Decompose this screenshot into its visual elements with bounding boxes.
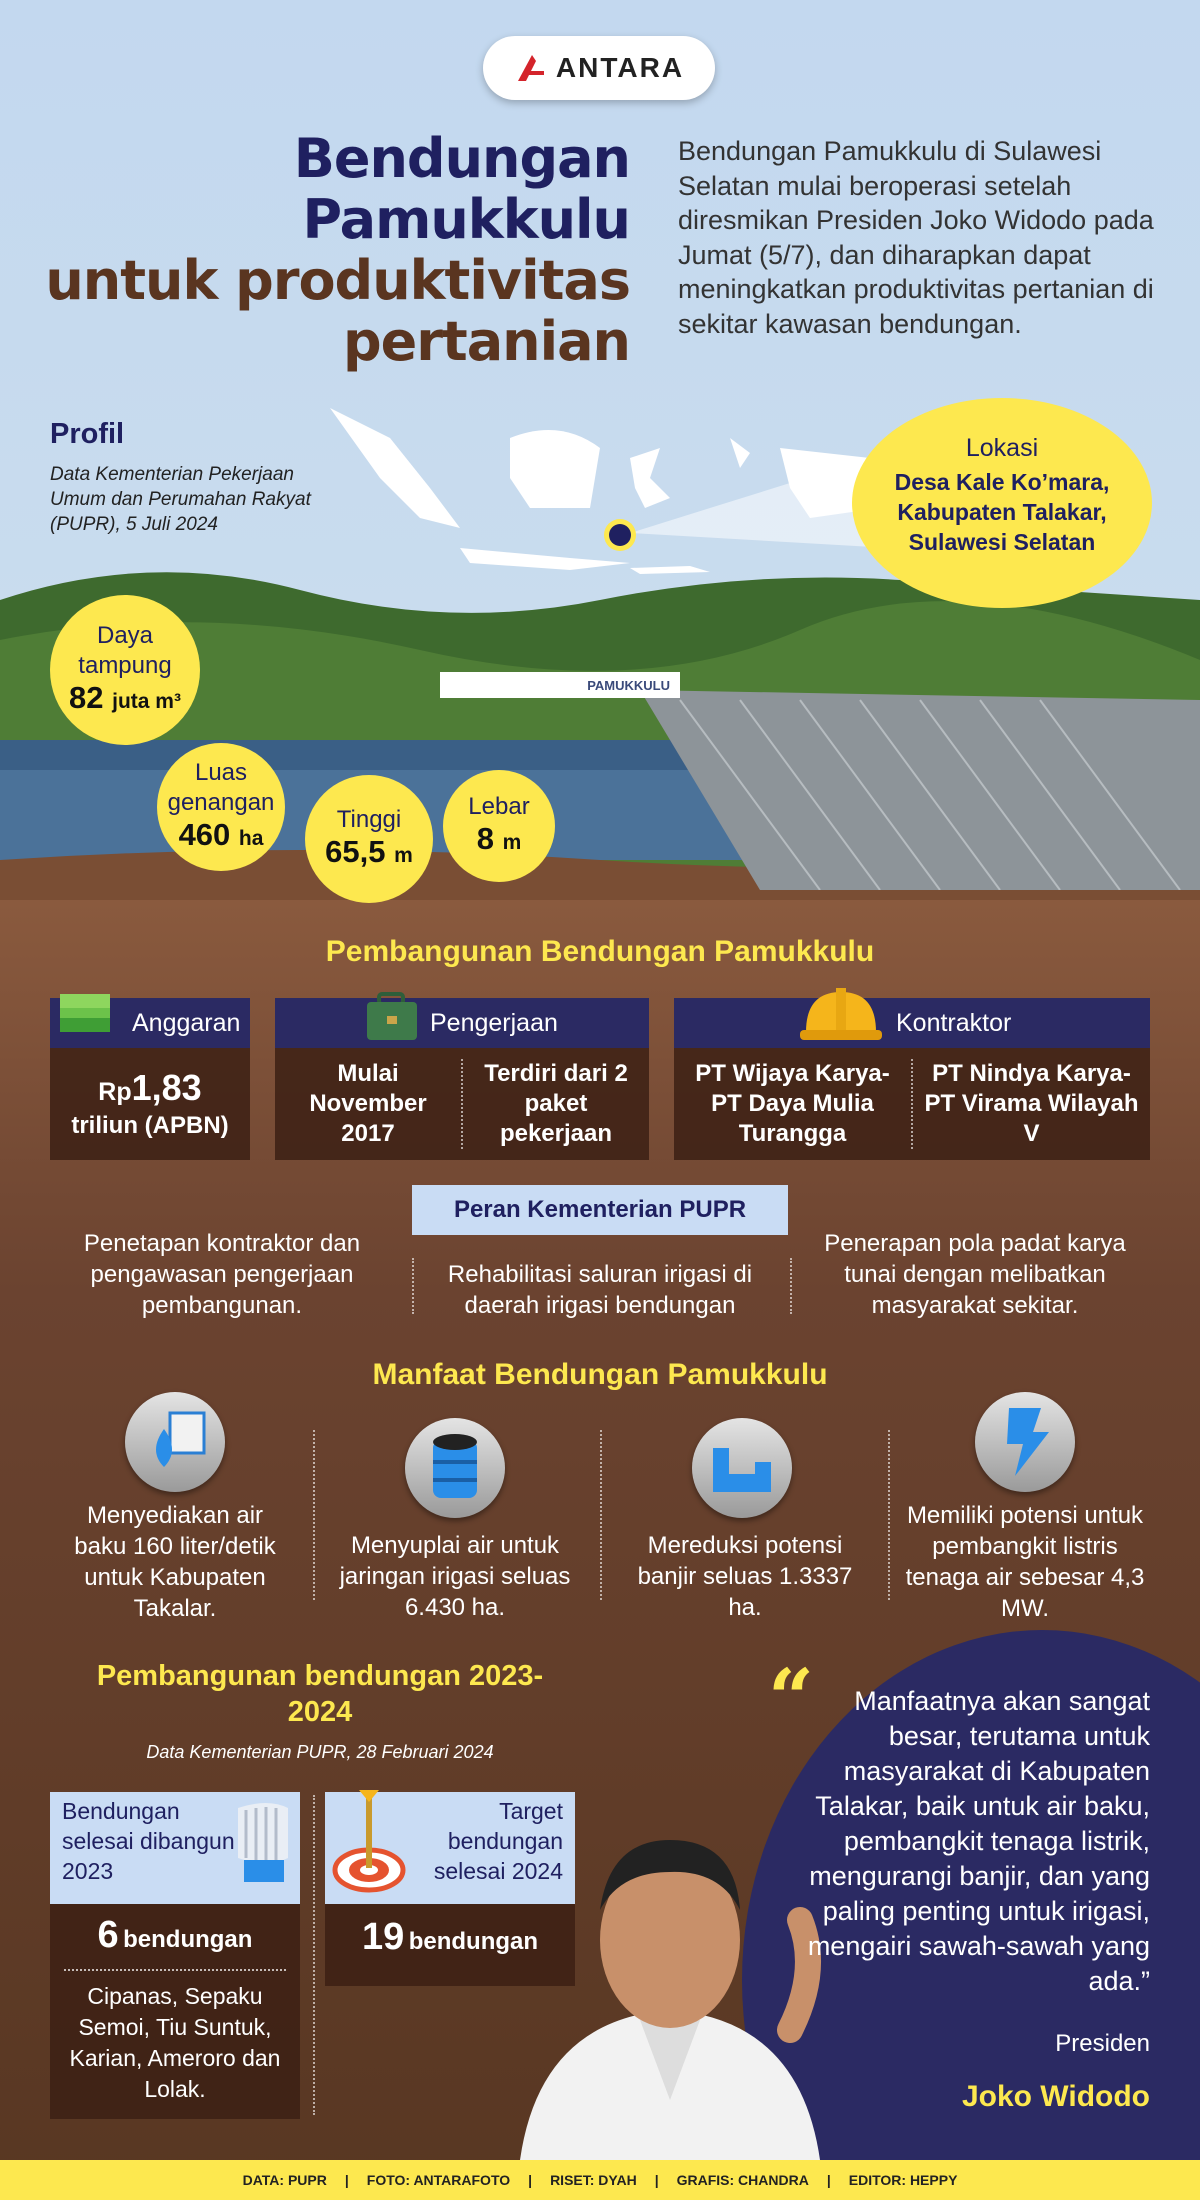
target-body bbox=[325, 1904, 575, 1986]
stat-tinggi bbox=[305, 775, 433, 903]
footer-foto: FOTO: ANTARAFOTO bbox=[366, 2172, 511, 2188]
kontraktor-item-2: PT Nindya Karya-PT Virama Wilayah V bbox=[924, 1060, 1139, 1147]
flood-barrier-icon bbox=[692, 1418, 792, 1518]
progress-heading: Pembangunan bendungan 2023-2024 bbox=[96, 1660, 544, 1728]
stat-lebar bbox=[443, 770, 555, 882]
stat-unit: m bbox=[502, 831, 522, 854]
stat-label: Lebar bbox=[468, 793, 530, 820]
divider bbox=[313, 1795, 315, 2115]
footer-credits: DATA: PUPR | FOTO: ANTARAFOTO | RISET: DYAH | GRAFIS: CHANDRA | EDITOR: HEPPY bbox=[0, 2160, 1200, 2200]
quote-text: Manfaatnya akan sangat besar, terutama untuk masyarakat di Kabupaten Talakar, baik untuk air baku, pembangkit tenaga listrik, mengurangi banjir, dan yang paling penting untuk irigasi, mengairi sawah-sawah yang ada.” bbox=[807, 1686, 1150, 1996]
pembangunan-heading: Pembangunan Bendungan Pamukkulu bbox=[325, 935, 875, 968]
target-value: 19 bbox=[361, 1916, 405, 1958]
location-label: Lokasi bbox=[965, 434, 1039, 462]
peran-item-1: Penetapan kontraktor dan pengawasan pengerjaan pembangunan. bbox=[83, 1230, 361, 1319]
anggaran-suffix: triliun (APBN) bbox=[71, 1112, 229, 1139]
indonesia-map bbox=[310, 398, 890, 578]
quote-role: Presiden bbox=[1055, 2030, 1150, 2057]
title-line-3: untuk produktivitas bbox=[45, 249, 630, 312]
anggaran-body bbox=[50, 1048, 250, 1140]
title-line-2: Pamukkulu bbox=[302, 188, 630, 251]
stat-label: Tinggi bbox=[336, 806, 402, 833]
water-tank-icon bbox=[405, 1418, 505, 1518]
quote-mark-icon: “ bbox=[768, 1651, 815, 1745]
stat-value: 65,5 bbox=[325, 834, 386, 869]
stat-label: Daya tampung bbox=[78, 622, 172, 679]
stat-luas-genangan bbox=[157, 743, 285, 871]
profil-source: Data Kementerian Pekerjaan Umum dan Perumahan Rakyat (PUPR), 5 Juli 2024 bbox=[50, 464, 311, 535]
footer-editor: EDITOR: HEPPY bbox=[848, 2172, 958, 2188]
kontraktor-item-1: PT Wijaya Karya-PT Daya Mulia Turangga bbox=[695, 1060, 890, 1147]
stat-value: 82 bbox=[69, 680, 104, 715]
water-map-icon bbox=[125, 1392, 225, 1492]
dam-icon bbox=[228, 1798, 298, 1888]
divider bbox=[790, 1258, 792, 1314]
dam-sign-text: PAMUKKULU bbox=[587, 677, 670, 693]
target-unit: bendungan bbox=[408, 1928, 539, 1955]
manfaat-item-3: Mereduksi potensi banjir seluas 1.3337 ha. bbox=[637, 1532, 853, 1621]
peran-item-3: Penerapan pola padat karya tunai dengan melibatkan masyarakat sekitar. bbox=[824, 1230, 1126, 1319]
anggaran-label: Anggaran bbox=[132, 1008, 241, 1037]
quote-name: Joko Widodo bbox=[961, 2080, 1150, 2113]
money-stack-icon bbox=[56, 992, 116, 1036]
selesai-body bbox=[50, 1904, 300, 2119]
footer-data: DATA: PUPR bbox=[242, 2172, 327, 2188]
hard-hat-icon bbox=[798, 982, 884, 1046]
pengerjaan-label: Pengerjaan bbox=[430, 1008, 558, 1037]
selesai-unit: bendungan bbox=[123, 1926, 253, 1953]
pengerjaan-header bbox=[275, 998, 649, 1048]
antara-mark-icon bbox=[514, 51, 548, 85]
selesai-value: 6 bbox=[97, 1914, 119, 1956]
kontraktor-header bbox=[674, 998, 1150, 1048]
stat-unit: m bbox=[394, 844, 413, 867]
divider bbox=[412, 1258, 414, 1314]
divider bbox=[600, 1430, 602, 1600]
title-line-4: pertanian bbox=[343, 310, 630, 373]
anggaran-card bbox=[50, 998, 250, 1160]
stat-daya-tampung bbox=[50, 595, 200, 745]
intro-text: Bendungan Pamukkulu di Sulawesi Selatan mulai beroperasi setelah diresmikan Presiden Joko Widodo pada Jumat (5/7), dan diharapkan dapat meningkatkan produktivitas pertanian di sekitar kawasan bendungan. bbox=[678, 136, 1154, 339]
stat-value: 8 bbox=[476, 821, 494, 856]
anggaran-header bbox=[50, 998, 250, 1048]
anggaran-prefix: Rp bbox=[98, 1078, 132, 1106]
pengerjaan-card bbox=[275, 998, 649, 1160]
progress-source: Data Kementerian PUPR, 28 Februari 2024 bbox=[146, 1742, 494, 1762]
manfaat-item-2: Menyuplai air untuk jaringan irigasi seluas 6.430 ha. bbox=[339, 1532, 571, 1621]
profil-heading: Profil bbox=[50, 418, 125, 450]
stat-unit: ha bbox=[238, 827, 264, 850]
manfaat-heading: Manfaat Bendungan Pamukkulu bbox=[372, 1358, 828, 1391]
antara-logo bbox=[483, 36, 715, 100]
target-label: Target bendungan selesai 2024 bbox=[433, 1798, 563, 1884]
selesai-list: Cipanas, Sepaku Semoi, Tiu Suntuk, Karian, Ameroro dan Lolak. bbox=[69, 1983, 281, 2102]
pengerjaan-item-1: Mulai November 2017 bbox=[309, 1060, 427, 1147]
divider bbox=[64, 1969, 286, 1971]
target-card bbox=[325, 1792, 575, 1904]
lightning-icon bbox=[975, 1392, 1075, 1492]
footer-grafis: GRAFIS: CHANDRA bbox=[676, 2172, 809, 2188]
stat-unit: juta m³ bbox=[112, 690, 181, 713]
manfaat-item-1: Menyediakan air baku 160 liter/detik untuk Kabupaten Takalar. bbox=[74, 1502, 276, 1622]
divider bbox=[888, 1430, 890, 1600]
kontraktor-card bbox=[674, 998, 1150, 1160]
location-bubble bbox=[852, 398, 1152, 608]
peran-heading: Peran Kementerian PUPR bbox=[412, 1185, 788, 1235]
logo-text: ANTARA bbox=[555, 52, 685, 83]
selesai-label: Bendungan selesai dibangun 2023 bbox=[62, 1798, 235, 1884]
footer-riset: RISET: DYAH bbox=[550, 2172, 637, 2188]
divider bbox=[313, 1430, 315, 1600]
title-line-1: Bendungan bbox=[293, 127, 630, 190]
location-value: Desa Kale Ko’mara, Kabupaten Talakar, Sulawesi Selatan bbox=[894, 469, 1110, 555]
anggaran-value: 1,83 bbox=[131, 1067, 202, 1108]
pengerjaan-item-2: Terdiri dari 2 paket pekerjaan bbox=[484, 1060, 628, 1147]
dam-wall-illustration bbox=[620, 690, 1200, 890]
peran-item-2: Rehabilitasi saluran irigasi di daerah irigasi bendungan bbox=[447, 1261, 753, 1319]
selesai-card bbox=[50, 1792, 300, 1904]
dam-sign bbox=[440, 672, 680, 698]
stat-label: Luas genangan bbox=[167, 759, 275, 816]
page-title bbox=[40, 128, 630, 372]
briefcase-icon bbox=[363, 990, 421, 1046]
kontraktor-label: Kontraktor bbox=[896, 1008, 1012, 1037]
stat-value: 460 bbox=[178, 817, 231, 852]
manfaat-item-4: Memiliki potensi untuk pembangkit listris tenaga air sebesar 4,3 MW. bbox=[905, 1502, 1145, 1622]
